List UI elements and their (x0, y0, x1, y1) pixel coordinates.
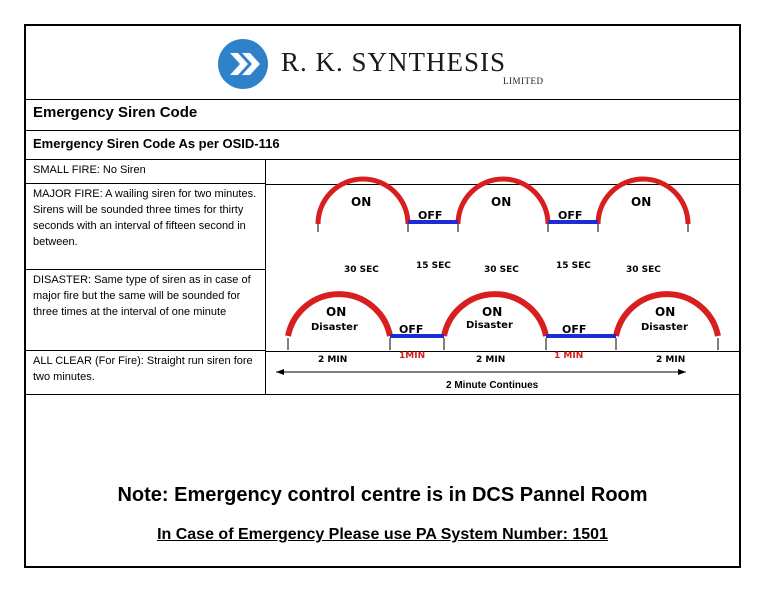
company-suffix: LIMITED (503, 76, 544, 86)
row-small-fire: SMALL FIRE: No Siren (26, 160, 266, 184)
on-label: ON (482, 305, 503, 319)
all-clear-label: 2 Minute Continues (446, 380, 539, 391)
document-title-row (26, 99, 739, 131)
duration-label: 1 MIN (554, 351, 584, 361)
duration-label: 2 MIN (318, 355, 348, 365)
company-name: R. K. SYNTHESIS (281, 47, 507, 77)
row-major-fire: MAJOR FIRE: A wailing siren for two minutes. Sirens will be sounded three times for thirty seconds with an interval of fifteen second in between. (26, 184, 266, 270)
duration-label: 30 SEC (626, 265, 661, 275)
document-title: Emergency Siren Code (33, 104, 198, 121)
off-label: OFF (399, 323, 424, 336)
company-logo (218, 39, 268, 89)
on-label: ON (326, 305, 347, 319)
siren-diagrams (266, 160, 741, 395)
disaster-label: Disaster (311, 322, 358, 333)
duration-label: 15 SEC (416, 261, 451, 271)
duration-label: 1MIN (399, 351, 426, 361)
major-fire-diagram (318, 179, 688, 275)
on-label: ON (351, 195, 372, 209)
siren-diagram-svg (266, 160, 741, 395)
disaster-label: Disaster (641, 322, 688, 333)
disaster-diagram (288, 294, 718, 365)
row-all-clear: ALL CLEAR (For Fire): Straight run siren fore two minutes. (26, 351, 266, 395)
on-label: ON (491, 195, 512, 209)
dcs-note: Note: Emergency control centre is in DCS Pannel Room (117, 484, 648, 506)
company-header (26, 26, 739, 100)
pa-system-note (26, 526, 739, 544)
all-clear-diagram (276, 369, 686, 391)
document-subtitle: Emergency Siren Code As per OSID-116 (33, 136, 280, 151)
duration-label: 30 SEC (344, 265, 379, 275)
on-label: ON (631, 195, 652, 209)
disaster-label: Disaster (466, 320, 513, 331)
duration-label: 15 SEC (556, 261, 591, 271)
duration-label: 2 MIN (476, 355, 506, 365)
off-label: OFF (562, 323, 587, 336)
off-label: OFF (558, 209, 583, 222)
document-subtitle-row (26, 131, 739, 160)
off-label: OFF (418, 209, 443, 222)
row-disaster: DISASTER: Same type of siren as in case of major fire but the same will be sounded for three times at the interval of one minute (26, 270, 266, 351)
siren-code-document (24, 24, 741, 568)
pa-system-text: In Case of Emergency Please use PA System Number: 1501 (157, 526, 608, 543)
duration-label: 2 MIN (656, 355, 686, 365)
on-label: ON (655, 305, 676, 319)
duration-label: 30 SEC (484, 265, 519, 275)
